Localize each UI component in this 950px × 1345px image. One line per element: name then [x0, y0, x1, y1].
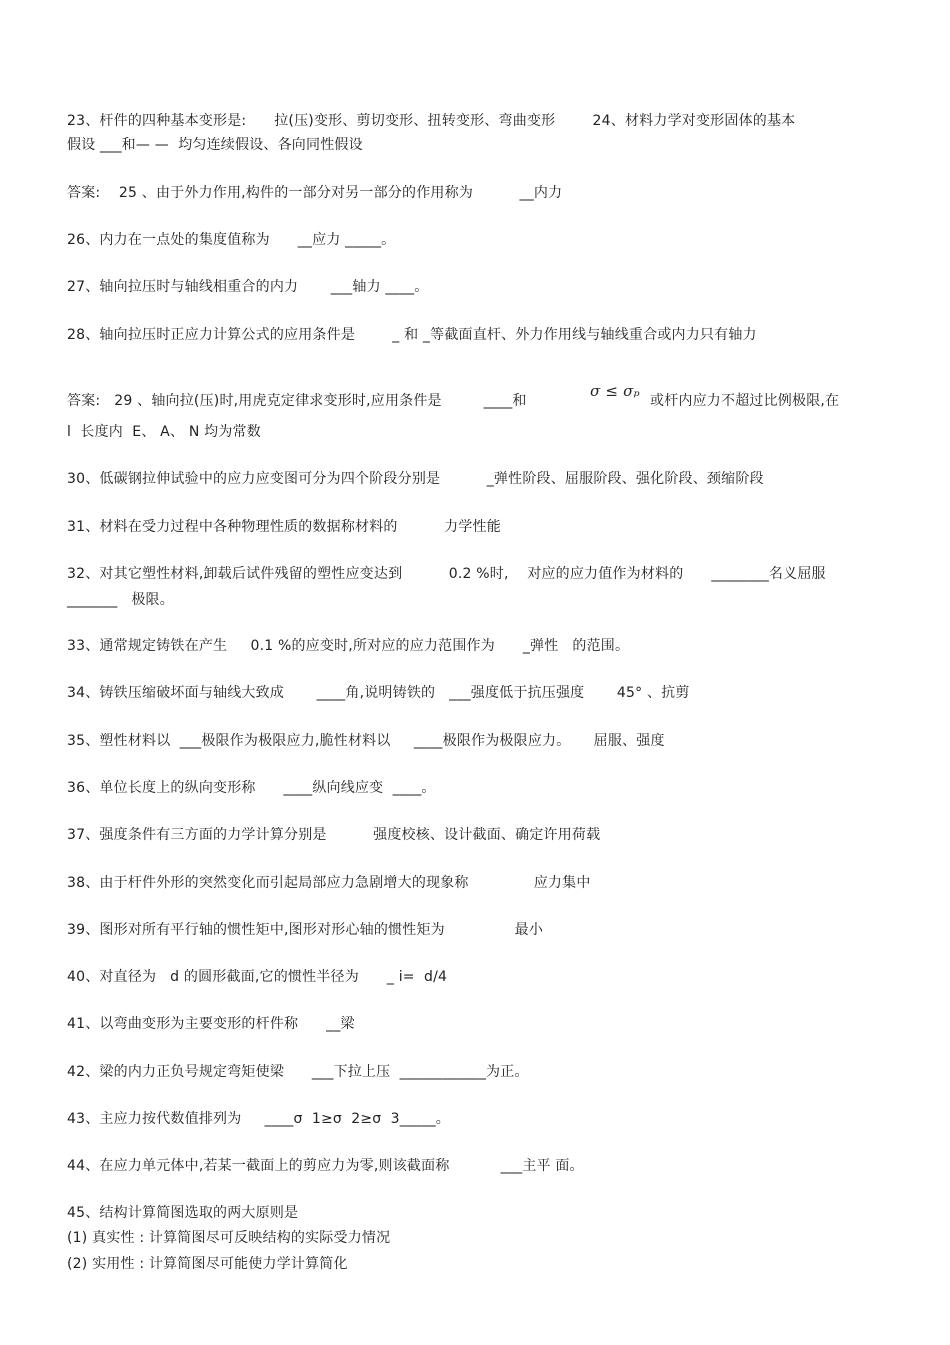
text-line-45: 45、结构计算简图选取的两大原则是	[67, 1205, 299, 1221]
text-line-23-24: 23、杆件的四种基本变形是: 拉(压)变形、剪切变形、扭转变形、弯曲变形 24、材料力学对变形固体的基本	[67, 113, 796, 129]
text-line-39: 39、图形对所有平行轴的惯性矩中,图形对形心轴的惯性矩为 最小	[67, 922, 544, 938]
text-line-29-tail: 或杆内应力不超过比例极限,在	[650, 393, 840, 409]
text-line-35: 35、塑性材料以 ___极限作为极限应力,脆性材料以 ____极限作为极限应力。 屈服、强度	[67, 733, 665, 749]
text-line-34: 34、铸铁压缩破坏面与轴线大致成 ____角,说明铸铁的 ___强度低于抗压强度 45° 、抗剪	[67, 685, 690, 701]
formula-sigma-le-sigma-p: σ ≤ σₚ	[590, 382, 640, 400]
text-line-28: 28、轴向拉压时正应力计算公式的应用条件是 _ 和 _等截面直杆、外力作用线与轴线重合或内力只有轴力	[67, 327, 757, 343]
text-line-30: 30、低碳钢拉伸试验中的应力应变图可分为四个阶段分别是 _弹性阶段、屈服阶段、强化阶段、颈缩阶段	[67, 471, 764, 487]
text-line-29-cont: l 长度内 E、 A、 N 均为常数	[67, 424, 261, 440]
text-line-42: 42、梁的内力正负号规定弯矩使梁 ___下拉上压 ____________为正。	[67, 1064, 529, 1080]
text-line-27: 27、轴向拉压时与轴线相重合的内力 ___轴力 ____。	[67, 279, 429, 295]
text-line-41: 41、以弯曲变形为主要变形的杆件称 __梁	[67, 1016, 355, 1032]
text-line-45-item-1: (1) 真实性 : 计算简图尽可反映结构的实际受力情况	[67, 1230, 391, 1246]
text-line-33: 33、通常规定铸铁在产生 0.1 %的应变时,所对应的应力范围作为 _弹性 的范围。	[67, 638, 630, 654]
text-line-36: 36、单位长度上的纵向变形称 ____纵向线应变 ____。	[67, 780, 436, 796]
text-line-32-cont: _______ 极限。	[67, 592, 174, 608]
text-line-40: 40、对直径为 d 的圆形截面,它的惯性半径为 _ i= d/4	[67, 969, 448, 985]
text-line-24-cont: 假设 ___和— — 均匀连续假设、各向同性假设	[67, 137, 363, 153]
text-line-43: 43、主应力按代数值排列为 ____σ 1≥σ 2≥σ 3_____。	[67, 1111, 450, 1127]
text-line-31: 31、材料在受力过程中各种物理性质的数据称材料的 力学性能	[67, 519, 501, 535]
text-line-32: 32、对其它塑性材料,卸载后试件残留的塑性应变达到 0.2 %时, 对应的应力值作为材料的 ________名义屈服	[67, 566, 826, 582]
text-line-37: 37、强度条件有三方面的力学计算分别是 强度校核、设计截面、确定许用荷载	[67, 827, 601, 843]
text-line-45-item-2: (2) 实用性 : 计算简图尽可能使力学计算简化	[67, 1256, 348, 1272]
text-line-29: 答案: 29 、轴向拉(压)时,用虎克定律求变形时,应用条件是 ____和	[67, 393, 527, 409]
text-line-26: 26、内力在一点处的集度值称为 __应力 _____。	[67, 232, 396, 248]
text-line-38: 38、由于杆件外形的突然变化而引起局部应力急剧增大的现象称 应力集中	[67, 875, 591, 891]
text-line-44: 44、在应力单元体中,若某一截面上的剪应力为零,则该截面称 ___主平 面。	[67, 1158, 584, 1174]
text-line-25: 答案: 25 、由于外力作用,构件的一部分对另一部分的作用称为 __内力	[67, 185, 563, 201]
